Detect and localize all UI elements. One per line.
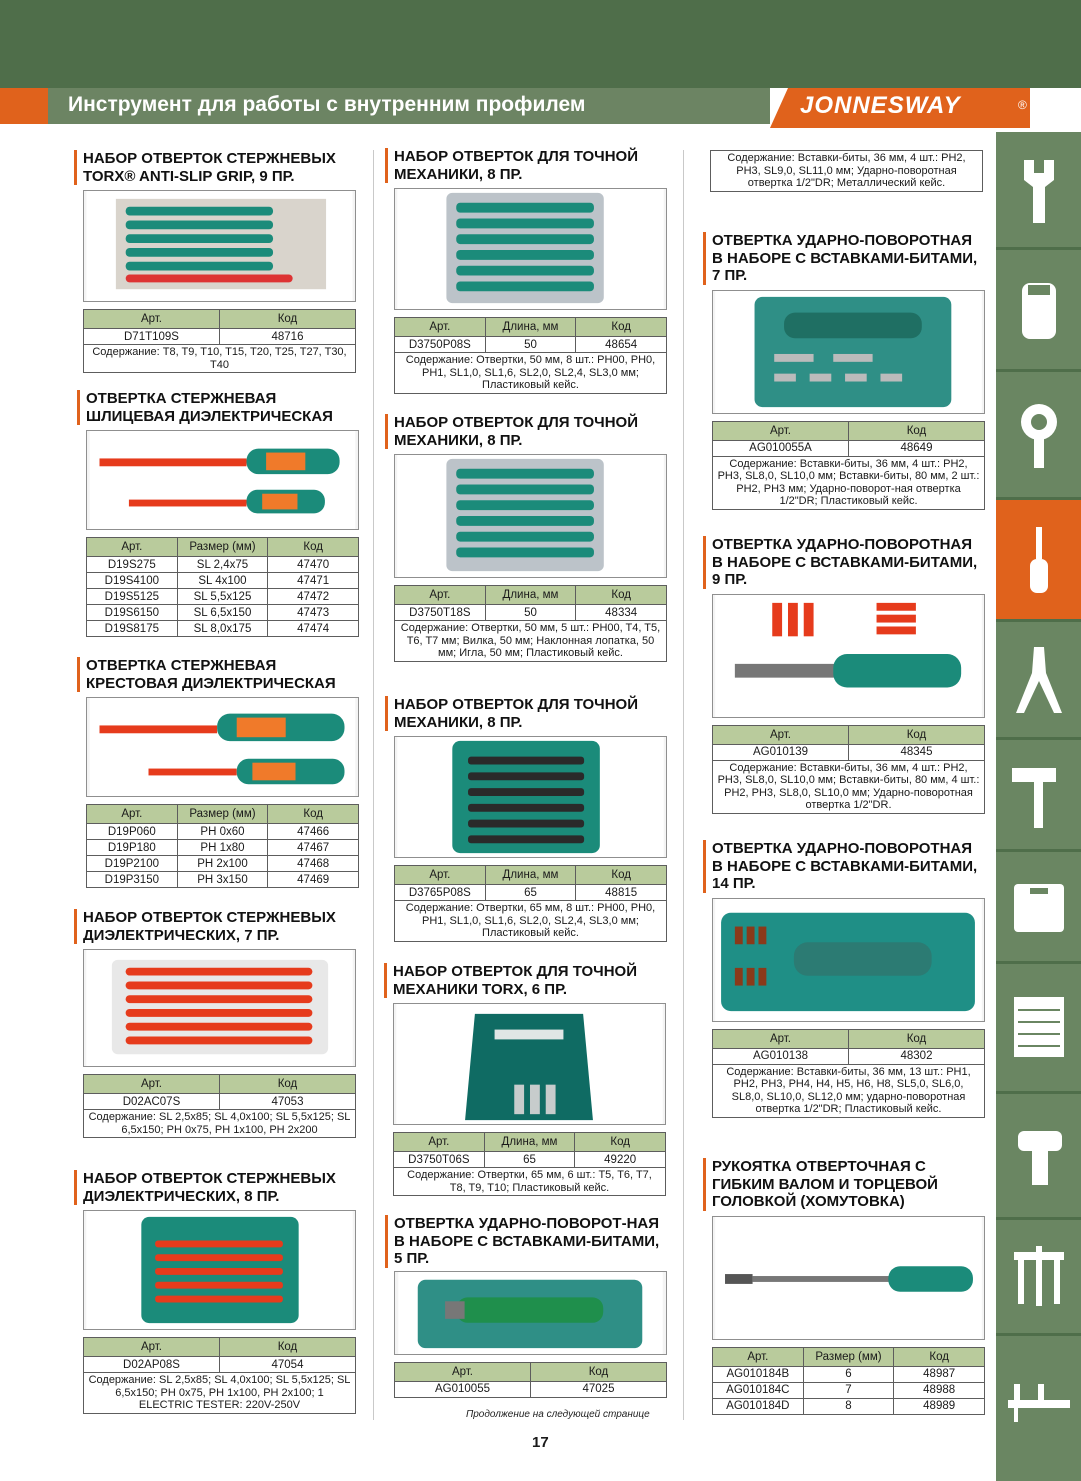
product-title: ОТВЕРТКА УДАРНО-ПОВОРОТНАЯ В НАБОРЕ С ВСТАВКАМИ-БИТАМИ, 14 ПР.: [703, 840, 985, 893]
continue-note: Продолжение на следующей странице: [466, 1409, 650, 1420]
product-photo: [83, 190, 356, 302]
product-table: Арт. Длина, мм Код D3765P08S 65 48815 Содержание: Отвертки, 65 мм, 8 шт.: PH00, PH0, PH1, SL1,0, SL1,6, SL2,0, SL2,4, SL3,0 мм; Пластиковый кейс.: [394, 865, 667, 942]
product-title: НАБОР ОТВЕРТОК ДЛЯ ТОЧНОЙ МЕХАНИКИ, 8 ПР.: [385, 148, 667, 183]
table-row: D02AP08S 47054: [84, 1357, 356, 1373]
table-row: D19S6150 SL 6,5x150 47473: [87, 605, 359, 621]
product-description: Содержание: Отвертки, 50 мм, 8 шт.: PH00, PH0, PH1, SL1,0, SL1,6, SL2,0, SL2,4, SL3,0 мм; Пластиковый кейс.: [395, 353, 667, 394]
product-block: [394, 696, 667, 942]
product-photo: [393, 1003, 666, 1125]
tool-cabinet-icon: [1004, 993, 1074, 1063]
product-description: Содержание: SL 2,5x85; SL 4,0x100; SL 5,5x125; SL 6,5x150; PH 0x75, PH 1x100, PH 2x100; 1 ELECTRIC TESTER: 220V-250V: [84, 1373, 356, 1414]
product-block: [394, 414, 667, 662]
product-title: НАБОР ОТВЕРТОК ДЛЯ ТОЧНОЙ МЕХАНИКИ, 8 ПР.: [385, 414, 667, 449]
column-divider: [373, 150, 374, 1420]
product-block: [394, 1215, 667, 1398]
table-row: D19P3150 PH 3x150 47469: [87, 872, 359, 888]
category-socket[interactable]: [996, 250, 1081, 372]
table-row: D71T109S 48716: [84, 329, 356, 345]
photo-phillips-dielectric: [87, 698, 358, 796]
product-photo: [712, 1216, 985, 1340]
table-row: D3750P08S 50 48654: [395, 337, 667, 353]
product-table: Арт. Размер (мм) Код AG010184B 6 48987 AG010184C 7 48988 AG010184D 8 48989: [712, 1347, 985, 1415]
page-number: 17: [532, 1434, 549, 1451]
product-table: Арт. Длина, мм Код D3750P08S 50 48654 Содержание: Отвертки, 50 мм, 8 шт.: PH00, PH0, PH1, SL1,0, SL1,6, SL2,0, SL2,4, SL3,0 мм; Пластиковый кейс.: [394, 317, 667, 394]
product-photo: [394, 188, 667, 310]
table-row: D19S8175 SL 8,0x175 47474: [87, 621, 359, 637]
product-description: Содержание: Вставки-биты, 36 мм, 13 шт.: PH1, PH2, PH3, PH4, H4, H5, H6, H8, SL5,0, SL6,0, SL8,0, SL10,0, SL12,0 мм; ударно-поворотная отвертка 1/2"DR; Пластиковый кейс.: [713, 1064, 985, 1117]
table-row: D3750T18S 50 48334: [395, 605, 667, 621]
product-photo: [86, 697, 359, 797]
category-caliper[interactable]: [996, 1336, 1081, 1481]
category-hammer[interactable]: [996, 740, 1081, 852]
category-sidebar: [996, 132, 1081, 1481]
product-description: Содержание: Вставки-биты, 36 мм, 4 шт.: PH2, PH3, SL8,0, SL10,0 мм; Вставки-биты, 80 мм, 2 шт.: PH2, PH3 мм; Ударно-поворот-ная отвертка 1/2"DR; Пластиковый кейс.: [713, 456, 985, 509]
product-title: ОТВЕРТКА УДАРНО-ПОВОРОТНАЯ В НАБОРЕ С ВСТАВКАМИ-БИТАМИ, 7 ПР.: [703, 232, 985, 285]
product-title: НАБОР ОТВЕРТОК ДЛЯ ТОЧНОЙ МЕХАНИКИ, 8 ПР.: [385, 696, 667, 731]
photo-impact-7: [713, 291, 984, 413]
table-row: D19S275 SL 2,4x75 47470: [87, 557, 359, 573]
screwdriver-icon: [1004, 525, 1074, 595]
puller-icon: [1004, 1242, 1074, 1312]
product-table: [710, 150, 983, 192]
product-photo: [83, 949, 356, 1067]
product-photo: [86, 430, 359, 530]
product-table: Арт. Код AG010139 48345 Содержание: Вставки-биты, 36 мм, 4 шт.: PH2, PH3, SL8,0, SL10,0 мм; Вставки-биты, 80 мм, 4 шт.: PH2, PH3, SL8,0, SL10,0 мм; Ударно-поворотная отвертка 1/2"DR.: [712, 725, 985, 814]
product-title: ОТВЕРТКА УДАРНО-ПОВОРОТНАЯ В НАБОРЕ С ВСТАВКАМИ-БИТАМИ, 9 ПР.: [703, 536, 985, 589]
product-description: Содержание: Вставки-биты, 36 мм, 4 шт.: PH2, PH3, SL9,0, SL11,0 мм; Ударно-поворотная отвертка 1/2"DR; Металлический кейс.: [711, 151, 983, 192]
product-table: Арт. Код D02AC07S 47053 Содержание: SL 2,5x85; SL 4,0x100; SL 5,5x125; SL 6,5x150; PH 0x75, PH 1x100, PH 2x200: [83, 1074, 356, 1138]
header-band: [0, 0, 1081, 88]
table-row: D19P060 PH 0x60 47466: [87, 824, 359, 840]
product-photo: [712, 290, 985, 414]
product-block: [712, 840, 985, 1118]
product-description: Содержание: T8, T9, T10, T15, T20, T25, T27, T30, T40: [84, 345, 356, 373]
product-title: ОТВЕРТКА УДАРНО-ПОВОРОТ-НАЯ В НАБОРЕ С ВСТАВКАМИ-БИТАМИ, 5 ПР.: [385, 1215, 667, 1268]
tool-case-icon: [1004, 872, 1074, 942]
photo-impact-9: [713, 595, 984, 717]
table-row: D19P2100 PH 2x100 47468: [87, 856, 359, 872]
brand-name: JONNESWAY: [800, 92, 961, 119]
product-title: РУКОЯТКА ОТВЕРТОЧНАЯ С ГИБКИМ ВАЛОМ И ТОРЦЕВОЙ ГОЛОВКОЙ (ХОМУТОВКА): [703, 1158, 985, 1211]
product-table: Арт. Код D02AP08S 47054 Содержание: SL 2,5x85; SL 4,0x100; SL 5,5x125; SL 6,5x150; PH 0x75, PH 1x100, PH 2x100; 1 ELECTRIC TESTER: 220V-250V: [83, 1337, 356, 1414]
category-ratchet[interactable]: [996, 372, 1081, 500]
table-row: D02AC07S 47053: [84, 1094, 356, 1110]
category-impact-gun[interactable]: [996, 1094, 1081, 1220]
table-row: D19S5125 SL 5,5x125 47472: [87, 589, 359, 605]
wrench-icon: [1004, 155, 1074, 225]
product-table: Арт. Код AG010055 47025: [394, 1362, 667, 1398]
table-row: AG010055 47025: [395, 1381, 667, 1397]
product-photo: [394, 1271, 667, 1355]
product-description: Содержание: Отвертки, 50 мм, 5 шт.: PH00, T4, T5, T6, T7 мм; Вилка, 50 мм; Наклонная лопатка, 50 мм; Игла, 50 мм; Пластиковый кейс.: [395, 621, 667, 662]
table-row: AG010139 48345: [713, 744, 985, 760]
product-table: Арт. Код AG010055A 48649 Содержание: Вставки-биты, 36 мм, 4 шт.: PH2, PH3, SL8,0, SL10,0 мм; Вставки-биты, 80 мм, 2 шт.: PH2, PH3 мм; Ударно-поворот-ная отвертка 1/2"DR; Пластиковый кейс.: [712, 421, 985, 510]
table-row: D19S4100 SL 4x100 47471: [87, 573, 359, 589]
table-row: AG010184C 7 48988: [713, 1382, 985, 1398]
product-description: Содержание: SL 2,5x85; SL 4,0x100; SL 5,5x125; SL 6,5x150; PH 0x75, PH 1x100, PH 2x200: [84, 1110, 356, 1138]
product-block: [712, 1158, 985, 1415]
photo-dielectric-set-8: [84, 1211, 355, 1329]
brand-logo: [770, 88, 1081, 128]
product-title: НАБОР ОТВЕРТОК СТЕРЖНЕВЫХ ДИЭЛЕКТРИЧЕСКИХ, 7 ПР.: [74, 909, 356, 944]
photo-impact-5: [395, 1272, 666, 1354]
product-photo: [394, 736, 667, 858]
photo-impact-14: [713, 899, 984, 1021]
product-photo: [83, 1210, 356, 1330]
photo-precision-set-3: [395, 737, 666, 857]
product-table: Арт. Код D71T109S 48716 Содержание: T8, T9, T10, T15, T20, T25, T27, T30, T40: [83, 309, 356, 373]
table-row: AG010184D 8 48989: [713, 1398, 985, 1414]
product-block: [83, 1170, 356, 1414]
table-row: AG010138 48302: [713, 1048, 985, 1064]
table-row: D3765P08S 65 48815: [395, 885, 667, 901]
product-block: [86, 390, 359, 637]
product-title: НАБОР ОТВЕРТОК СТЕРЖНЕВЫХ TORX® ANTI-SLIP GRIP, 9 ПР.: [74, 150, 356, 185]
product-description: Содержание: Отвертки, 65 мм, 8 шт.: PH00, PH0, PH1, SL1,0, SL1,6, SL2,0, SL2,4, SL3,0 мм; Пластиковый кейс.: [395, 901, 667, 942]
product-block: [83, 150, 356, 373]
title-accent: [0, 88, 48, 124]
photo-torx-set: [84, 191, 355, 301]
product-block: [83, 909, 356, 1138]
category-tool-case[interactable]: [996, 852, 1081, 964]
table-row: AG010184B 6 48987: [713, 1366, 985, 1382]
socket-icon: [1004, 275, 1074, 345]
product-photo: [712, 898, 985, 1022]
photo-precision-set-2: [395, 455, 666, 577]
product-block: [86, 657, 359, 888]
caliper-icon: [1004, 1374, 1074, 1444]
product-description: Содержание: Вставки-биты, 36 мм, 4 шт.: PH2, PH3, SL8,0, SL10,0 мм; Вставки-биты, 80 мм, 4 шт.: PH2, PH3, SL8,0, SL10,0 мм; Ударно-поворотная отвертка 1/2"DR.: [713, 760, 985, 813]
page-title: Инструмент для работы с внутренним профилем: [68, 93, 586, 116]
table-row: AG010055A 48649: [713, 440, 985, 456]
product-title: НАБОР ОТВЕРТОК ДЛЯ ТОЧНОЙ МЕХАНИКИ TORX, 6 ПР.: [384, 963, 666, 998]
product-title: ОТВЕРТКА СТЕРЖНЕВАЯ КРЕСТОВАЯ ДИЭЛЕКТРИЧЕСКАЯ: [77, 657, 359, 692]
photo-flex-handle: [713, 1217, 984, 1339]
product-block: [394, 148, 667, 394]
ratchet-icon: [1004, 400, 1074, 470]
product-photo: [394, 454, 667, 578]
column-divider: [683, 150, 684, 1420]
photo-slotted-dielectric: [87, 431, 358, 529]
table-row: D3750T06S 65 49220: [394, 1152, 666, 1168]
category-puller[interactable]: [996, 1220, 1081, 1336]
table-row: D19P180 PH 1x80 47467: [87, 840, 359, 856]
product-table: Арт. Размер (мм) Код D19S275 SL 2,4x75 47470 D19S4100 SL 4x100 47471 D19S5125 SL 5,5x125 47472 D19S6150 SL 6,5x150 47473 D19S8175 SL 8,0x175 47474: [86, 537, 359, 637]
product-block: [393, 963, 666, 1196]
category-tool-cabinet[interactable]: [996, 964, 1081, 1094]
category-pliers[interactable]: [996, 622, 1081, 740]
pliers-icon: [1004, 645, 1074, 715]
impact-gun-icon: [1004, 1121, 1074, 1191]
product-table: Арт. Код AG010138 48302 Содержание: Вставки-биты, 36 мм, 13 шт.: PH1, PH2, PH3, PH4, H4, H5, H6, H8, SL5,0, SL6,0, SL8,0, SL10,0, SL12,0 мм; ударно-поворотная отвертка 1/2"DR; Пластиковый кейс.: [712, 1029, 985, 1118]
product-table: Арт. Размер (мм) Код D19P060 PH 0x60 47466 D19P180 PH 1x80 47467 D19P2100 PH 2x100 47468 D19P3150 PH 3x150 47469: [86, 804, 359, 888]
photo-dielectric-set-7: [84, 950, 355, 1066]
photo-precision-set-1: [395, 189, 666, 309]
photo-precision-torx: [394, 1004, 665, 1124]
product-title: ОТВЕРТКА СТЕРЖНЕВАЯ ШЛИЦЕВАЯ ДИЭЛЕКТРИЧЕСКАЯ: [77, 390, 359, 425]
category-screwdriver[interactable]: [996, 500, 1081, 622]
product-description: Содержание: Отвертки, 65 мм, 6 шт.: T5, T6, T7, T8, T9, T10; Пластиковый кейс.: [394, 1168, 666, 1196]
category-wrench[interactable]: [996, 132, 1081, 250]
section-title-bar: [0, 88, 770, 124]
product-photo: [712, 594, 985, 718]
hammer-icon: [1004, 760, 1074, 830]
product-block: [712, 232, 985, 510]
product-block: [712, 536, 985, 814]
product-title: НАБОР ОТВЕРТОК СТЕРЖНЕВЫХ ДИЭЛЕКТРИЧЕСКИХ, 8 ПР.: [74, 1170, 356, 1205]
brand-registered-mark: ®: [1018, 98, 1027, 112]
product-table: Арт. Длина, мм Код D3750T18S 50 48334 Содержание: Отвертки, 50 мм, 5 шт.: PH00, T4, T5, T6, T7 мм; Вилка, 50 мм; Наклонная лопатка, 50 мм; Игла, 50 мм; Пластиковый кейс.: [394, 585, 667, 662]
product-table: Арт. Длина, мм Код D3750T06S 65 49220 Содержание: Отвертки, 65 мм, 6 шт.: T5, T6, T7, T8, T9, T10; Пластиковый кейс.: [393, 1132, 666, 1196]
continued-description: [710, 150, 983, 192]
